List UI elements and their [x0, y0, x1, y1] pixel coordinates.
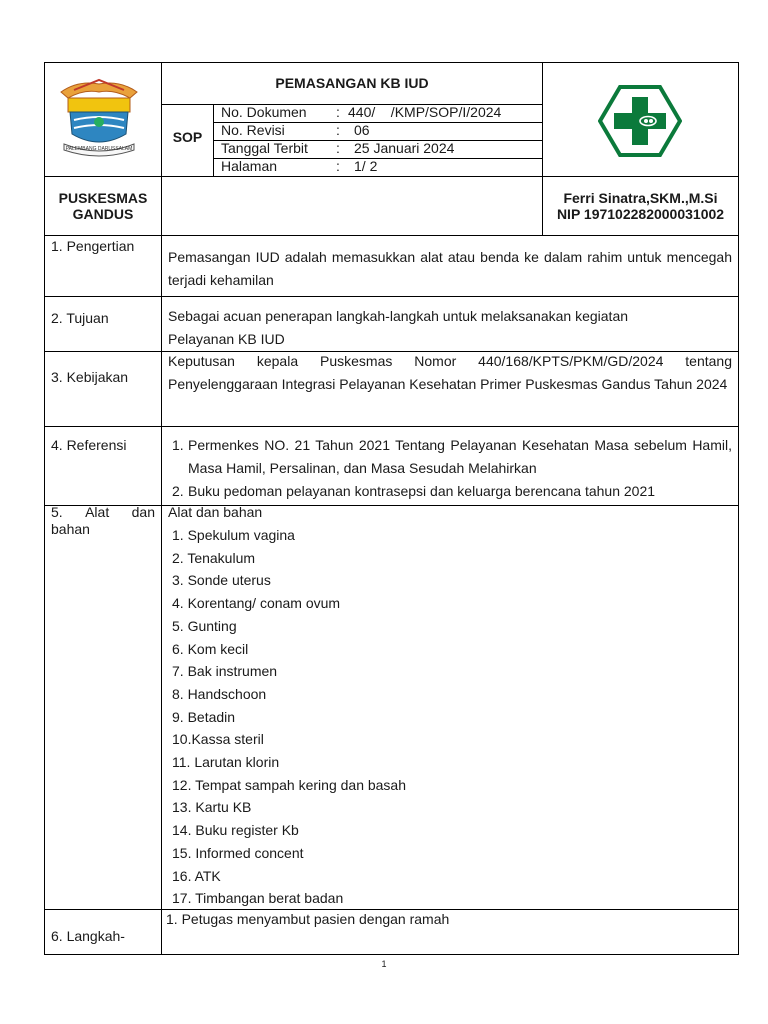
section-label: 6. Langkah- — [51, 928, 125, 944]
list-item: 13. Kartu KB — [172, 799, 252, 816]
list-item: 3. Sonde uterus — [172, 572, 271, 589]
page-number: 1 — [381, 959, 387, 969]
sop-label: SOP — [172, 129, 203, 145]
list-item: 8. Handschoon — [172, 685, 267, 702]
doc-row-sep: : — [336, 104, 340, 120]
doc-row-sep: : — [336, 122, 340, 138]
signatory-name: Ferri Sinatra,SKM.,M.Si — [563, 190, 718, 206]
pengertian-text: Pemasangan IUD adalah memasukkan alat atau benda ke dalam rahim untuk mencegah terjadi kehamilan — [168, 249, 732, 288]
doc-row-value: 25 Januari 2024 — [354, 140, 455, 156]
list-item: 10.Kassa steril — [172, 731, 264, 748]
blank-header-cell — [161, 176, 543, 236]
referensi-item: Permenkes NO. 21 Tahun 2021 Tentang Pelayanan Kesehatan Masa sebelum Hamil, Masa Hamil, Persalinan, dan Masa Sesudah Melahirkan — [188, 437, 732, 476]
alat-label-word: dan — [131, 504, 155, 520]
list-item: 11. Larutan klorin — [172, 754, 280, 771]
section-label: 1. Pengertian — [51, 238, 135, 254]
referensi-item: Buku pedoman pelayanan kontrasepsi dan keluarga berencana tahun 2021 — [188, 483, 656, 499]
doc-row-label: Halaman — [221, 158, 278, 174]
doc-row-label: Tanggal Terbit — [221, 140, 308, 156]
referensi-number: 2. — [172, 483, 184, 499]
list-item: 5. Gunting — [172, 617, 237, 634]
alat-list — [172, 524, 406, 910]
alat-label-word: bahan — [51, 521, 90, 537]
section-label: 3. Kebijakan — [51, 369, 129, 385]
alat-label-number: 5. — [51, 504, 63, 520]
section-label: 4. Referensi — [51, 437, 127, 453]
doc-row-sep: : — [336, 158, 340, 174]
section-label-cell — [44, 351, 162, 427]
section-label — [51, 504, 155, 538]
list-item: 17. Timbangan berat badan — [172, 890, 344, 907]
section-label: 2. Tujuan — [51, 310, 109, 326]
list-item: 4. Korentang/ conam ovum — [172, 595, 341, 612]
list-item: 1. Spekulum vagina — [172, 527, 295, 543]
alat-heading: Alat dan bahan — [168, 504, 263, 520]
doc-row-value: 06 — [354, 122, 370, 138]
list-item: 12. Tempat sampah kering dan basah — [172, 776, 407, 793]
puskesmas-name-line: GANDUS — [72, 206, 134, 222]
puskesmas-logo-icon — [598, 84, 682, 158]
logo-caption: PALEMBANG DARUSSALAM — [65, 146, 133, 152]
doc-row-value: 440/ /KMP/SOP/I/2024 — [348, 104, 502, 120]
puskesmas-name-line: PUSKESMAS — [58, 190, 148, 206]
document-title: PEMASANGAN KB IUD — [275, 75, 429, 91]
doc-row-sep: : — [336, 140, 340, 156]
langkah-first-step: 1. Petugas menyambut pasien dengan ramah — [166, 911, 450, 927]
list-item: 6. Kom kecil — [172, 640, 249, 657]
alat-label-word: Alat — [85, 504, 110, 520]
doc-row-label: No. Dokumen — [221, 104, 307, 120]
list-item: 7. Bak instrumen — [172, 663, 278, 680]
doc-row-label: No. Revisi — [221, 122, 285, 138]
referensi-number: 1. — [172, 437, 184, 453]
signatory-nip: NIP 197102282000031002 — [556, 206, 725, 222]
kebijakan-text: Keputusan kepala Puskesmas Nomor 440/168/KPTS/PKM/GD/2024 tentang Penyelenggaraan Integrasi Pelayanan Kesehatan Primer Puskesmas Gandus Tahun 2024 — [168, 353, 732, 392]
list-item: 14. Buku register Kb — [172, 822, 299, 839]
list-item: 9. Betadin — [172, 708, 236, 725]
list-item: 16. ATK — [172, 867, 221, 884]
section-label-cell — [44, 505, 162, 910]
tujuan-text: Sebagai acuan penerapan langkah-langkah untuk melaksanakan kegiatan Pelayanan KB IUD — [168, 308, 629, 347]
doc-row-value: 1/ 2 — [354, 158, 378, 174]
list-item: 15. Informed concent — [172, 844, 304, 861]
list-item: 2. Tenakulum — [172, 549, 256, 566]
